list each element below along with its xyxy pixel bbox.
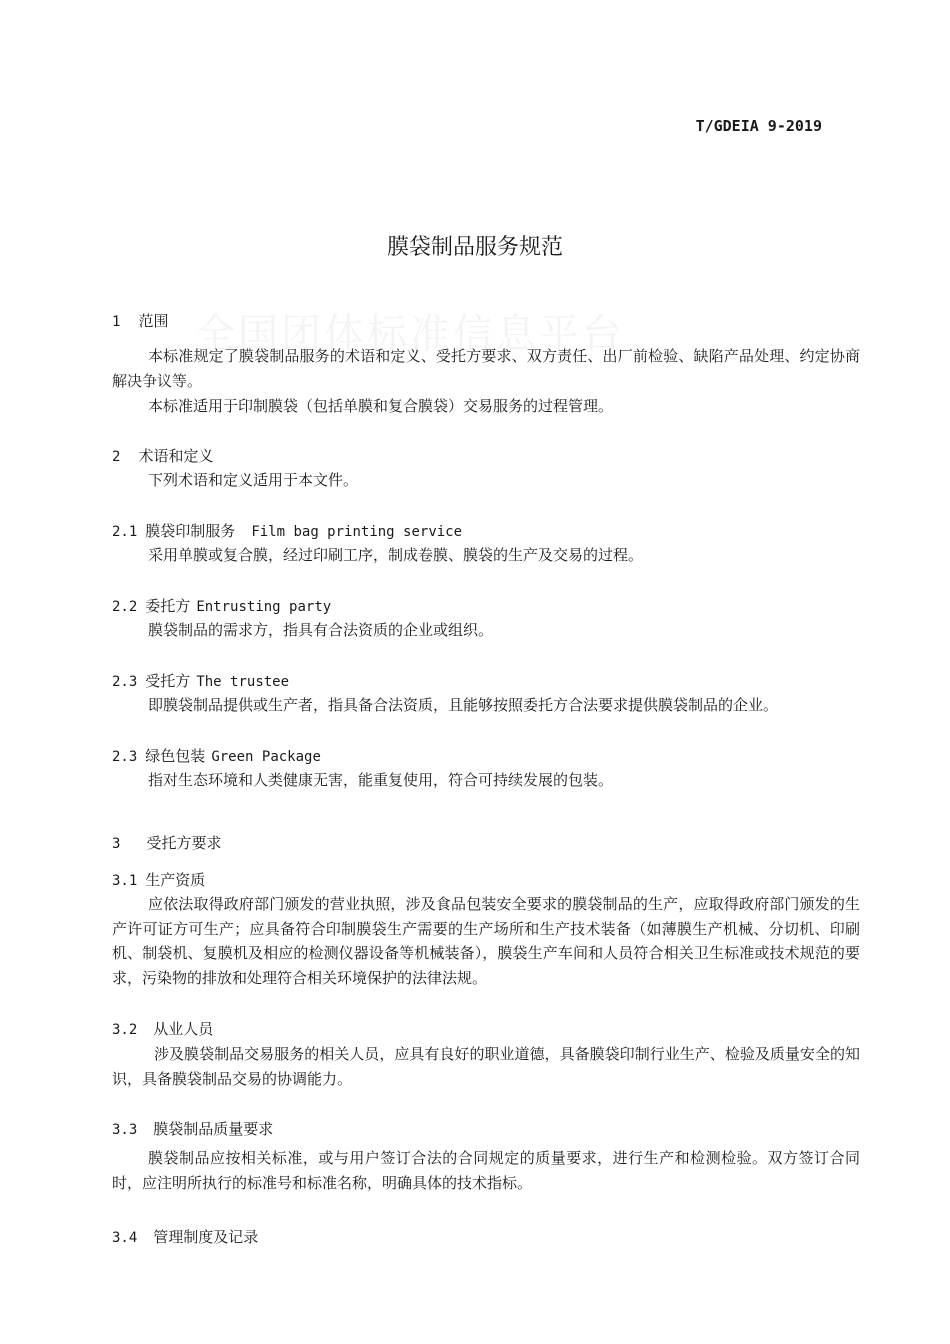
section-2-2-paragraph-1: 膜袋制品的需求方，指具有合法资质的企业或组织。	[148, 621, 494, 639]
section-2-1-paragraph-1: 采用单膜或复合膜，经过印刷工序，制成卷膜、膜袋的生产及交易的过程。	[148, 546, 644, 564]
section-number: 2.1	[112, 524, 138, 540]
section-english-term: The trustee	[196, 674, 290, 690]
section-title: 范围	[138, 312, 169, 330]
section-3-2-paragraph-1: 涉及膜袋制品交易服务的相关人员，应具有良好的职业道德，具备膜袋印制行业生产、检验及质量安全的知识，具备膜袋制品交易的协调能力。	[112, 1045, 860, 1088]
section-number: 2	[112, 449, 121, 465]
section-2-4-heading	[112, 745, 321, 766]
section-number: 2.3	[112, 674, 138, 690]
section-english-term: Green Package	[211, 749, 321, 765]
section-number: 2.3	[112, 749, 138, 765]
section-title: 受托方要求	[146, 834, 222, 852]
section-english-term: Entrusting party	[196, 599, 332, 615]
section-title: 膜袋印制服务	[145, 522, 236, 540]
section-title: 管理制度及记录	[153, 1228, 259, 1246]
section-3-heading	[112, 832, 221, 853]
section-3-4-heading	[112, 1226, 258, 1247]
section-2-4-paragraph-1: 指对生态环境和人类健康无害，能重复使用，符合可持续发展的包装。	[148, 771, 614, 789]
section-2-2-heading	[112, 595, 331, 616]
section-1-heading	[112, 310, 168, 331]
section-3-3-heading	[112, 1118, 273, 1139]
document-code: T/GDEIA 9-2019	[695, 117, 822, 135]
section-title: 生产资质	[145, 871, 206, 889]
section-1-paragraph-2: 本标准适用于印制膜袋（包括单膜和复合膜袋）交易服务的过程管理。	[148, 397, 614, 415]
section-number: 3.4	[112, 1230, 138, 1246]
section-english-term: Film bag printing service	[251, 524, 463, 540]
section-title: 绿色包装	[145, 747, 206, 765]
section-number: 3	[112, 836, 121, 852]
document-title: 膜袋制品服务规范	[386, 235, 563, 260]
section-title: 膜袋制品质量要求	[153, 1120, 274, 1138]
section-number: 3.1	[112, 873, 138, 889]
section-title: 术语和定义	[138, 447, 214, 465]
section-3-1-paragraph-1: 应依法取得政府部门颁发的营业执照，涉及食品包装安全要求的膜袋制品的生产，应取得政府部门颁发的生产许可证方可生产；应具备符合印制膜袋生产需要的生产场所和生产技术装备（如薄膜生产机械、分切机、印刷机、制袋机、复膜机及相应的检测仪器设备等机械装备），膜袋生产车间和人员符合相关卫生标准或技术规范的要求，污染物的排放和处理符合相关环境保护的法律法规。	[112, 895, 860, 987]
section-2-1-heading	[112, 520, 462, 541]
section-number: 1	[112, 314, 121, 330]
section-2-heading	[112, 445, 213, 466]
section-number: 3.3	[112, 1122, 138, 1138]
section-title: 委托方	[145, 597, 191, 615]
section-1-paragraph-1: 本标准规定了膜袋制品服务的术语和定义、受托方要求、双方责任、出厂前检验、缺陷产品处理、约定协商解决争议等。	[112, 347, 860, 390]
section-number: 3.2	[112, 1022, 138, 1038]
section-title: 受托方	[145, 672, 191, 690]
section-2-paragraph-1: 下列术语和定义适用于本文件。	[148, 471, 359, 489]
section-title: 从业人员	[153, 1020, 214, 1038]
section-2-3-heading	[112, 670, 289, 691]
section-3-1-heading	[112, 869, 205, 890]
section-3-3-paragraph-1: 膜袋制品应按相关标准，或与用户签订合法的合同规定的质量要求，进行生产和检测检验。双方签订合同时，应注明所执行的标准号和标准名称，明确具体的技术指标。	[112, 1149, 860, 1192]
section-2-3-paragraph-1: 即膜袋制品提供或生产者，指具备合法资质，且能够按照委托方合法要求提供膜袋制品的企业。	[148, 696, 779, 714]
section-3-2-heading	[112, 1018, 213, 1039]
section-number: 2.2	[112, 599, 138, 615]
